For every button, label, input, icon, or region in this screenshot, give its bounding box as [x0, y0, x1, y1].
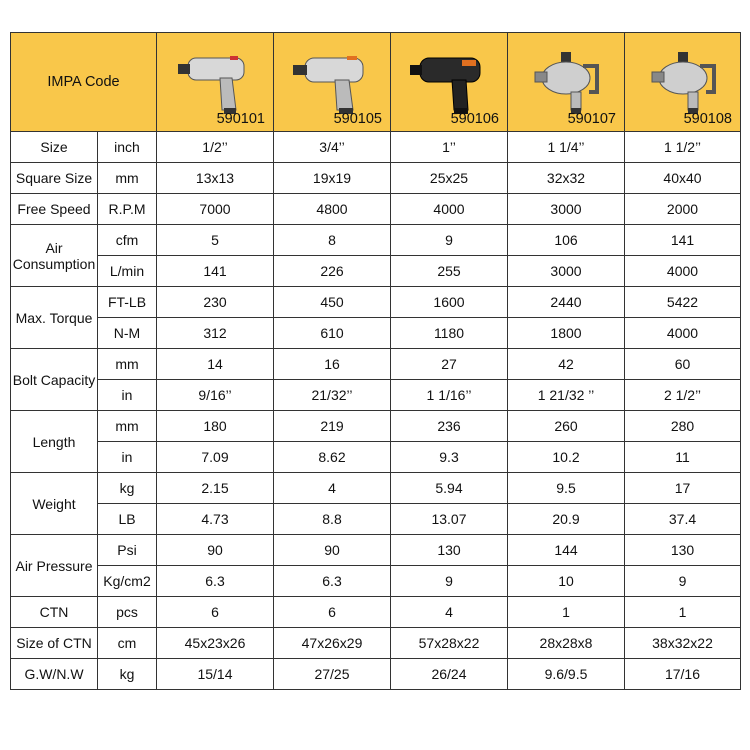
- value-cell: 8.8: [274, 504, 391, 535]
- value-cell: 3000: [508, 194, 625, 225]
- table-row: [11, 163, 741, 194]
- value-cell: 2000: [625, 194, 741, 225]
- param-label: Air Pressure: [11, 535, 98, 597]
- value-cell: 3/4’’: [274, 132, 391, 163]
- value-cell: 1 1/16’’: [391, 380, 508, 411]
- value-cell: 7000: [157, 194, 274, 225]
- value-cell: 45x23x26: [157, 628, 274, 659]
- value-cell: 60: [625, 349, 741, 380]
- table-row: [11, 442, 741, 473]
- param-label: G.W/N.W: [11, 659, 98, 690]
- value-cell: 5: [157, 225, 274, 256]
- value-cell: 106: [508, 225, 625, 256]
- value-cell: 1: [508, 597, 625, 628]
- value-cell: 57x28x22: [391, 628, 508, 659]
- param-label: Size of CTN: [11, 628, 98, 659]
- product-code: 590106: [450, 111, 499, 127]
- value-cell: 90: [274, 535, 391, 566]
- value-cell: 9/16’’: [157, 380, 274, 411]
- unit-label: L/min: [98, 256, 157, 287]
- unit-label: Kg/cm2: [98, 566, 157, 597]
- value-cell: 28x28x8: [508, 628, 625, 659]
- table-row: [11, 628, 741, 659]
- value-cell: 2.15: [157, 473, 274, 504]
- table-row: [11, 194, 741, 225]
- value-cell: 25x25: [391, 163, 508, 194]
- unit-label: mm: [98, 349, 157, 380]
- param-label: Free Speed: [11, 194, 98, 225]
- value-cell: 14: [157, 349, 274, 380]
- value-cell: 4800: [274, 194, 391, 225]
- impact-wrench-black-icon: [404, 48, 494, 118]
- value-cell: 2 1/2’’: [625, 380, 741, 411]
- value-cell: 610: [274, 318, 391, 349]
- value-cell: 9: [391, 566, 508, 597]
- header-row: [11, 33, 741, 132]
- unit-label: inch: [98, 132, 157, 163]
- table-row: [11, 535, 741, 566]
- param-label: Square Size: [11, 163, 98, 194]
- value-cell: 27/25: [274, 659, 391, 690]
- param-label: Size: [11, 132, 98, 163]
- value-cell: 1180: [391, 318, 508, 349]
- value-cell: 141: [625, 225, 741, 256]
- value-cell: 10: [508, 566, 625, 597]
- value-cell: 1800: [508, 318, 625, 349]
- value-cell: 219: [274, 411, 391, 442]
- value-cell: 236: [391, 411, 508, 442]
- product-cell: [391, 33, 508, 132]
- value-cell: 130: [625, 535, 741, 566]
- value-cell: 1600: [391, 287, 508, 318]
- product-cell: [157, 33, 274, 132]
- value-cell: 141: [157, 256, 274, 287]
- value-cell: 4: [391, 597, 508, 628]
- value-cell: 9: [625, 566, 741, 597]
- value-cell: 8: [274, 225, 391, 256]
- table-row: [11, 349, 741, 380]
- value-cell: 280: [625, 411, 741, 442]
- value-cell: 260: [508, 411, 625, 442]
- unit-label: kg: [98, 659, 157, 690]
- value-cell: 10.2: [508, 442, 625, 473]
- value-cell: 16: [274, 349, 391, 380]
- unit-label: kg: [98, 473, 157, 504]
- value-cell: 32x32: [508, 163, 625, 194]
- spec-table: [10, 32, 741, 690]
- unit-label: FT-LB: [98, 287, 157, 318]
- value-cell: 6: [157, 597, 274, 628]
- table-row: [11, 566, 741, 597]
- table-row: [11, 597, 741, 628]
- value-cell: 2440: [508, 287, 625, 318]
- table-row: [11, 504, 741, 535]
- unit-label: R.P.M: [98, 194, 157, 225]
- value-cell: 6: [274, 597, 391, 628]
- value-cell: 9: [391, 225, 508, 256]
- value-cell: 37.4: [625, 504, 741, 535]
- unit-label: cm: [98, 628, 157, 659]
- value-cell: 19x19: [274, 163, 391, 194]
- value-cell: 40x40: [625, 163, 741, 194]
- value-cell: 9.3: [391, 442, 508, 473]
- value-cell: 4000: [625, 318, 741, 349]
- unit-label: pcs: [98, 597, 157, 628]
- product-cell: [274, 33, 391, 132]
- value-cell: 20.9: [508, 504, 625, 535]
- value-cell: 226: [274, 256, 391, 287]
- value-cell: 8.62: [274, 442, 391, 473]
- value-cell: 1 1/2’’: [625, 132, 741, 163]
- impact-wrench-d-handle-icon: [521, 48, 611, 118]
- value-cell: 130: [391, 535, 508, 566]
- unit-label: in: [98, 442, 157, 473]
- unit-label: LB: [98, 504, 157, 535]
- impact-wrench-silver-icon: [170, 48, 260, 118]
- param-label: Max. Torque: [11, 287, 98, 349]
- product-code: 590108: [683, 111, 732, 127]
- value-cell: 6.3: [274, 566, 391, 597]
- value-cell: 47x26x29: [274, 628, 391, 659]
- value-cell: 4000: [391, 194, 508, 225]
- param-label: CTN: [11, 597, 98, 628]
- value-cell: 4: [274, 473, 391, 504]
- param-label: Length: [11, 411, 98, 473]
- table-row: [11, 380, 741, 411]
- value-cell: 13x13: [157, 163, 274, 194]
- value-cell: 7.09: [157, 442, 274, 473]
- table-row: [11, 256, 741, 287]
- table-row: [11, 287, 741, 318]
- value-cell: 255: [391, 256, 508, 287]
- param-label: Air Consumption: [11, 225, 98, 287]
- value-cell: 3000: [508, 256, 625, 287]
- value-cell: 90: [157, 535, 274, 566]
- value-cell: 15/14: [157, 659, 274, 690]
- value-cell: 1 1/4’’: [508, 132, 625, 163]
- value-cell: 230: [157, 287, 274, 318]
- param-label: Weight: [11, 473, 98, 535]
- param-label: Bolt Capacity: [11, 349, 98, 411]
- value-cell: 11: [625, 442, 741, 473]
- impact-wrench-silver-icon: [287, 48, 377, 118]
- value-cell: 144: [508, 535, 625, 566]
- value-cell: 1: [625, 597, 741, 628]
- value-cell: 450: [274, 287, 391, 318]
- value-cell: 13.07: [391, 504, 508, 535]
- unit-label: cfm: [98, 225, 157, 256]
- value-cell: 1 21/32 ’’: [508, 380, 625, 411]
- product-code: 590107: [567, 111, 616, 127]
- table-row: [11, 473, 741, 504]
- table-row: [11, 318, 741, 349]
- value-cell: 17/16: [625, 659, 741, 690]
- product-cell: [508, 33, 625, 132]
- value-cell: 17: [625, 473, 741, 504]
- unit-label: in: [98, 380, 157, 411]
- unit-label: Psi: [98, 535, 157, 566]
- value-cell: 5422: [625, 287, 741, 318]
- value-cell: 27: [391, 349, 508, 380]
- value-cell: 38x32x22: [625, 628, 741, 659]
- product-code: 590105: [333, 111, 382, 127]
- value-cell: 312: [157, 318, 274, 349]
- table-row: [11, 225, 741, 256]
- value-cell: 4000: [625, 256, 741, 287]
- value-cell: 6.3: [157, 566, 274, 597]
- value-cell: 9.5: [508, 473, 625, 504]
- unit-label: N-M: [98, 318, 157, 349]
- table-row: [11, 411, 741, 442]
- unit-label: mm: [98, 163, 157, 194]
- value-cell: 4.73: [157, 504, 274, 535]
- value-cell: 180: [157, 411, 274, 442]
- value-cell: 9.6/9.5: [508, 659, 625, 690]
- product-cell: [625, 33, 741, 132]
- impa-code-label: IMPA Code: [11, 33, 157, 132]
- value-cell: 1/2’’: [157, 132, 274, 163]
- table-row: [11, 132, 741, 163]
- value-cell: 5.94: [391, 473, 508, 504]
- impact-wrench-d-handle-icon: [638, 48, 728, 118]
- value-cell: 26/24: [391, 659, 508, 690]
- product-code: 590101: [216, 111, 265, 127]
- value-cell: 21/32’’: [274, 380, 391, 411]
- unit-label: mm: [98, 411, 157, 442]
- value-cell: 1’’: [391, 132, 508, 163]
- table-row: [11, 659, 741, 690]
- value-cell: 42: [508, 349, 625, 380]
